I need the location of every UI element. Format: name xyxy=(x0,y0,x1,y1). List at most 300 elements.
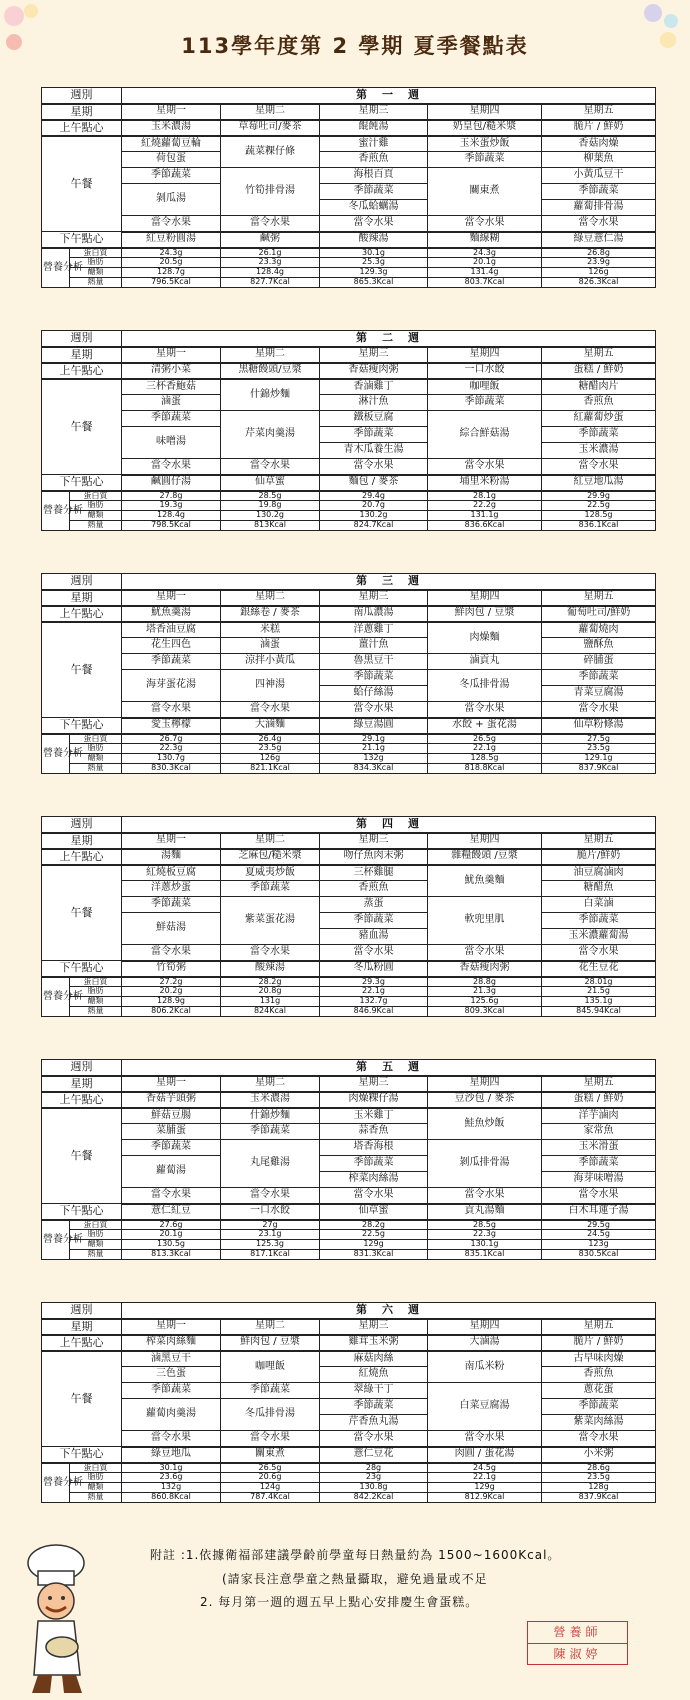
lunch-item: 芹香魚丸湯 xyxy=(320,1415,428,1431)
lunch-item: 香煎魚 xyxy=(320,881,428,897)
lunch-item: 玉米濃蘿蔔湯 xyxy=(542,929,656,945)
calorie-value: 831.3Kcal xyxy=(320,1250,428,1260)
lunch-item: 剝瓜湯 xyxy=(122,184,221,216)
am-snack-item: 餛飩湯 xyxy=(320,120,428,136)
am-snack-item: 清粥小菜 xyxy=(122,363,221,379)
lunch-item: 季節蔬菜 xyxy=(320,1156,428,1172)
stamp-name: 陳淑婷 xyxy=(528,1643,627,1664)
pm-snack-item: 花生豆花 xyxy=(542,961,656,977)
calorie-label: 熱量 xyxy=(70,764,122,774)
calorie-value: 824Kcal xyxy=(221,1007,320,1017)
carb-value: 128.7g xyxy=(122,268,221,278)
am-snack-item: 雞茸玉米粥 xyxy=(320,1335,428,1351)
fat-value: 23.1g xyxy=(221,1230,320,1240)
lunch-fruit: 當令水果 xyxy=(542,945,656,961)
calorie-value: 846.9Kcal xyxy=(320,1007,428,1017)
carb-value: 125.3g xyxy=(221,1240,320,1250)
lunch-item: 剝瓜排骨湯 xyxy=(428,1140,542,1188)
fat-value: 25.3g xyxy=(320,258,428,268)
am-snack-item: 一口水餃 xyxy=(428,363,542,379)
nutrition-label: 營養分析 xyxy=(42,491,70,531)
decor-bubble xyxy=(644,4,662,22)
pm-snack-item: 仙草蜜 xyxy=(320,1204,428,1220)
day-header: 星期五 xyxy=(542,1319,656,1335)
lunch-item: 鹽酥魚 xyxy=(542,638,656,654)
lunch-item: 紫菜肉絲湯 xyxy=(542,1415,656,1431)
lunch-item: 海芽蛋花湯 xyxy=(122,670,221,702)
am-snack-label: 上午點心 xyxy=(42,1335,122,1351)
lunch-fruit: 當令水果 xyxy=(542,216,656,232)
lunch-item: 三杯香鮑菇 xyxy=(122,379,221,395)
am-snack-item: 豆沙包 / 麥茶 xyxy=(428,1092,542,1108)
pm-snack-item: 一口水餃 xyxy=(221,1204,320,1220)
lunch-fruit: 當令水果 xyxy=(428,702,542,718)
am-snack-label: 上午點心 xyxy=(42,849,122,865)
fat-value: 20.6g xyxy=(221,1473,320,1483)
am-snack-label: 上午點心 xyxy=(42,606,122,622)
fat-value: 23.3g xyxy=(221,258,320,268)
pm-snack-item: 水餃 + 蛋花湯 xyxy=(428,718,542,734)
lunch-item: 紅燒蘿蔔豆輪 xyxy=(122,136,221,152)
protein-value: 27.5g xyxy=(542,734,656,744)
lunch-item: 夏威夷炒飯 xyxy=(221,865,320,881)
am-snack-item: 南瓜濃湯 xyxy=(320,606,428,622)
fat-label: 脂肪 xyxy=(70,987,122,997)
am-snack-item: 雜糧饅頭 /豆漿 xyxy=(428,849,542,865)
pm-snack-item: 薏仁紅豆 xyxy=(122,1204,221,1220)
lunch-item: 季節蔬菜 xyxy=(428,395,542,411)
decor-bubble xyxy=(664,14,678,28)
pm-snack-item: 鹹粥 xyxy=(221,232,320,248)
protein-value: 24.3g xyxy=(428,248,542,258)
week-name: 第 五 週 xyxy=(122,1060,656,1076)
lunch-item: 滷貢丸 xyxy=(428,654,542,670)
lunch-item: 蘿蔔排骨湯 xyxy=(542,200,656,216)
lunch-item: 小黃瓜豆干 xyxy=(542,168,656,184)
lunch-item: 季節蔬菜 xyxy=(428,152,542,168)
day-header: 星期四 xyxy=(428,104,542,120)
lunch-item: 季節蔬菜 xyxy=(122,897,221,913)
lunch-item: 魷魚羹麵 xyxy=(428,865,542,897)
week-label: 週別 xyxy=(42,817,122,833)
fat-value: 23.9g xyxy=(542,258,656,268)
lunch-fruit: 當令水果 xyxy=(428,1188,542,1204)
note-line-1: 附註 :1.依據衛福部建議學齡前學童每日熱量約為 1500~1600Kcal。 xyxy=(150,1548,561,1562)
nutrition-label: 營養分析 xyxy=(42,734,70,774)
lunch-item: 季節蔬菜 xyxy=(542,670,656,686)
fat-value: 22.5g xyxy=(542,501,656,511)
lunch-item: 涼拌小黃瓜 xyxy=(221,654,320,670)
lunch-item: 季節蔬菜 xyxy=(320,913,428,929)
carb-value: 130.7g xyxy=(122,754,221,764)
carb-value: 130.1g xyxy=(428,1240,542,1250)
lunch-fruit: 當令水果 xyxy=(428,1431,542,1447)
day-label: 星期 xyxy=(42,833,122,849)
pm-snack-item: 肉圓 / 蛋花湯 xyxy=(428,1447,542,1463)
calorie-value: 836.6Kcal xyxy=(428,521,542,531)
fat-value: 22.2g xyxy=(428,501,542,511)
carb-label: 醣類 xyxy=(70,511,122,521)
carb-value: 128g xyxy=(542,1483,656,1493)
lunch-item: 季節蔬菜 xyxy=(122,1140,221,1156)
carb-value: 128.9g xyxy=(122,997,221,1007)
protein-value: 28.5g xyxy=(428,1220,542,1230)
fat-value: 22.1g xyxy=(428,1473,542,1483)
lunch-item: 三色蛋 xyxy=(122,1367,221,1383)
week-table xyxy=(41,87,656,288)
day-header: 星期三 xyxy=(320,1076,428,1092)
lunch-item: 季節蔬菜 xyxy=(122,168,221,184)
protein-value: 26.5g xyxy=(428,734,542,744)
pm-snack-item: 酸辣湯 xyxy=(320,232,428,248)
pm-snack-item: 仙草蜜 xyxy=(221,475,320,491)
calorie-value: 809.3Kcal xyxy=(428,1007,542,1017)
carb-value: 124g xyxy=(221,1483,320,1493)
day-header: 星期三 xyxy=(320,347,428,363)
protein-value: 26.4g xyxy=(221,734,320,744)
fat-value: 23g xyxy=(320,1473,428,1483)
carb-value: 130.2g xyxy=(221,511,320,521)
calorie-value: 837.9Kcal xyxy=(542,764,656,774)
calorie-value: 830.3Kcal xyxy=(122,764,221,774)
pm-snack-item: 麵線糊 xyxy=(428,232,542,248)
lunch-item: 紅燒魚 xyxy=(320,1367,428,1383)
day-label: 星期 xyxy=(42,104,122,120)
lunch-item: 家常魚 xyxy=(542,1124,656,1140)
day-header: 星期一 xyxy=(122,347,221,363)
day-header: 星期三 xyxy=(320,1319,428,1335)
lunch-item: 薑汁魚 xyxy=(320,638,428,654)
calorie-value: 787.4Kcal xyxy=(221,1493,320,1503)
week-table xyxy=(41,816,656,1017)
carb-value: 130.5g xyxy=(122,1240,221,1250)
pm-snack-item: 紅豆地瓜湯 xyxy=(542,475,656,491)
am-snack-item: 脆片 / 鮮奶 xyxy=(542,1335,656,1351)
lunch-item: 碎脯蛋 xyxy=(542,654,656,670)
lunch-item: 塔香油豆腐 xyxy=(122,622,221,638)
protein-value: 28.6g xyxy=(542,1463,656,1473)
fat-label: 脂肪 xyxy=(70,501,122,511)
am-snack-item: 黑糖饅頭/豆漿 xyxy=(221,363,320,379)
lunch-item: 蘿蔔湯 xyxy=(122,1156,221,1188)
lunch-item: 香煎魚 xyxy=(542,1367,656,1383)
day-header: 星期一 xyxy=(122,104,221,120)
day-header: 星期一 xyxy=(122,1076,221,1092)
lunch-label: 午餐 xyxy=(42,865,122,961)
calorie-label: 熱量 xyxy=(70,1493,122,1503)
protein-value: 28.1g xyxy=(428,491,542,501)
calorie-value: 837.9Kcal xyxy=(542,1493,656,1503)
calorie-value: 842.2Kcal xyxy=(320,1493,428,1503)
lunch-fruit: 當令水果 xyxy=(122,702,221,718)
pm-snack-item: 竹筍粥 xyxy=(122,961,221,977)
lunch-fruit: 當令水果 xyxy=(320,702,428,718)
carb-label: 醣類 xyxy=(70,997,122,1007)
protein-value: 28.2g xyxy=(320,1220,428,1230)
pm-snack-item: 仙草粉條湯 xyxy=(542,718,656,734)
lunch-item: 季節蔬菜 xyxy=(542,1156,656,1172)
lunch-fruit: 當令水果 xyxy=(221,945,320,961)
calorie-value: 826.3Kcal xyxy=(542,278,656,288)
lunch-item: 蘿蔔燒肉 xyxy=(542,622,656,638)
lunch-fruit: 當令水果 xyxy=(221,1431,320,1447)
note-line-2: (請家長注意學童之熱量攝取，避免過量或不足 xyxy=(222,1572,488,1586)
am-snack-item: 吻仔魚肉末粥 xyxy=(320,849,428,865)
lunch-fruit: 當令水果 xyxy=(122,1431,221,1447)
fat-value: 21.5g xyxy=(542,987,656,997)
lunch-item: 鐵板豆腐 xyxy=(320,411,428,427)
calorie-value: 821.1Kcal xyxy=(221,764,320,774)
protein-value: 29.1g xyxy=(320,734,428,744)
day-header: 星期四 xyxy=(428,833,542,849)
day-header: 星期一 xyxy=(122,833,221,849)
lunch-item: 麻菇肉絲 xyxy=(320,1351,428,1367)
am-snack-item: 香菇瘦肉粥 xyxy=(320,363,428,379)
lunch-item: 蒸蛋 xyxy=(320,897,428,913)
lunch-item: 季節蔬菜 xyxy=(320,670,428,686)
am-snack-item: 肉燥粿仔湯 xyxy=(320,1092,428,1108)
nutrition-label: 營養分析 xyxy=(42,1463,70,1503)
pm-snack-item: 麵包 / 麥茶 xyxy=(320,475,428,491)
protein-value: 27.2g xyxy=(122,977,221,987)
carb-value: 128.4g xyxy=(221,268,320,278)
lunch-fruit: 當令水果 xyxy=(428,216,542,232)
pm-snack-item: 大滷麵 xyxy=(221,718,320,734)
calorie-value: 813.3Kcal xyxy=(122,1250,221,1260)
nutrition-label: 營養分析 xyxy=(42,977,70,1017)
week-table xyxy=(41,1059,656,1260)
pm-snack-item: 酸辣湯 xyxy=(221,961,320,977)
protein-label: 蛋白質 xyxy=(70,248,122,258)
carb-label: 醣類 xyxy=(70,754,122,764)
pm-snack-item: 鹹圓仔湯 xyxy=(122,475,221,491)
carb-value: 132g xyxy=(320,754,428,764)
protein-value: 28g xyxy=(320,1463,428,1473)
carb-value: 126g xyxy=(542,268,656,278)
protein-value: 26.8g xyxy=(542,248,656,258)
lunch-item: 三杯雞腿 xyxy=(320,865,428,881)
am-snack-item: 脆片/鮮奶 xyxy=(542,849,656,865)
calorie-value: 818.8Kcal xyxy=(428,764,542,774)
lunch-item: 滷蛋 xyxy=(122,395,221,411)
lunch-item: 青菜豆腐湯 xyxy=(542,686,656,702)
carb-value: 125.6g xyxy=(428,997,542,1007)
week-table xyxy=(41,573,656,774)
day-label: 星期 xyxy=(42,1076,122,1092)
am-snack-item: 鮮肉包 / 豆漿 xyxy=(221,1335,320,1351)
protein-value: 26.7g xyxy=(122,734,221,744)
carb-value: 128.5g xyxy=(542,511,656,521)
calorie-label: 熱量 xyxy=(70,278,122,288)
lunch-item: 紫菜蛋花湯 xyxy=(221,897,320,945)
protein-value: 29.5g xyxy=(542,1220,656,1230)
day-header: 星期二 xyxy=(221,1076,320,1092)
lunch-item: 南瓜米粉 xyxy=(428,1351,542,1383)
lunch-item: 冬瓜排骨湯 xyxy=(221,1399,320,1431)
lunch-item: 蒜香魚 xyxy=(320,1124,428,1140)
calorie-value: 827.7Kcal xyxy=(221,278,320,288)
lunch-fruit: 當令水果 xyxy=(542,702,656,718)
am-snack-item: 玉米濃湯 xyxy=(122,120,221,136)
lunch-fruit: 當令水果 xyxy=(221,459,320,475)
decor-bubble xyxy=(24,4,38,18)
lunch-item: 季節蔬菜 xyxy=(320,184,428,200)
pm-snack-item: 白木耳蓮子湯 xyxy=(542,1204,656,1220)
page-title: 113學年度第 2 學期 夏季餐點表 xyxy=(181,34,529,58)
fat-value: 22.5g xyxy=(320,1230,428,1240)
pm-snack-item: 埔里米粉湯 xyxy=(428,475,542,491)
carb-value: 128.4g xyxy=(122,511,221,521)
nutrition-label: 營養分析 xyxy=(42,248,70,288)
fat-value: 20.8g xyxy=(221,987,320,997)
protein-label: 蛋白質 xyxy=(70,977,122,987)
am-snack-item: 蛋糕 / 鮮奶 xyxy=(542,1092,656,1108)
calorie-value: 803.7Kcal xyxy=(428,278,542,288)
day-label: 星期 xyxy=(42,590,122,606)
lunch-fruit: 當令水果 xyxy=(122,1188,221,1204)
carb-label: 醣類 xyxy=(70,1483,122,1493)
am-snack-label: 上午點心 xyxy=(42,120,122,136)
week-label: 週別 xyxy=(42,1060,122,1076)
protein-value: 30.1g xyxy=(320,248,428,258)
pm-snack-item: 貢丸湯麵 xyxy=(428,1204,542,1220)
day-header: 星期三 xyxy=(320,590,428,606)
lunch-item: 榨菜肉絲湯 xyxy=(320,1172,428,1188)
lunch-item: 菜脯蛋 xyxy=(122,1124,221,1140)
lunch-item: 季節蔬菜 xyxy=(542,184,656,200)
lunch-item: 玉米雞丁 xyxy=(320,1108,428,1124)
lunch-item: 糖醋肉片 xyxy=(542,379,656,395)
lunch-item: 季節蔬菜 xyxy=(221,1124,320,1140)
protein-value: 29.4g xyxy=(320,491,428,501)
fat-value: 22.1g xyxy=(428,744,542,754)
protein-value: 28.5g xyxy=(221,491,320,501)
protein-value: 30.1g xyxy=(122,1463,221,1473)
calorie-value: 796.5Kcal xyxy=(122,278,221,288)
pm-snack-label: 下午點心 xyxy=(42,475,122,491)
lunch-label: 午餐 xyxy=(42,622,122,718)
lunch-item: 香煎魚 xyxy=(320,152,428,168)
fat-value: 20.1g xyxy=(122,1230,221,1240)
lunch-item: 油豆腐滷肉 xyxy=(542,865,656,881)
am-snack-item: 蛋糕 / 鮮奶 xyxy=(542,363,656,379)
fat-value: 20.7g xyxy=(320,501,428,511)
lunch-item: 鮮菇豆腸 xyxy=(122,1108,221,1124)
lunch-item: 滷蛋 xyxy=(221,638,320,654)
lunch-item: 季節蔬菜 xyxy=(542,913,656,929)
protein-value: 26.5g xyxy=(221,1463,320,1473)
calorie-value: 812.9Kcal xyxy=(428,1493,542,1503)
lunch-item: 魯黑豆干 xyxy=(320,654,428,670)
decor-bubble xyxy=(6,34,22,50)
day-header: 星期二 xyxy=(221,1319,320,1335)
lunch-item: 蔬菜粿仔條 xyxy=(221,136,320,168)
fat-value: 21.1g xyxy=(320,744,428,754)
week-label: 週別 xyxy=(42,1303,122,1319)
lunch-label: 午餐 xyxy=(42,1351,122,1447)
carb-value: 126g xyxy=(221,754,320,764)
calorie-value: 798.5Kcal xyxy=(122,521,221,531)
protein-value: 27.6g xyxy=(122,1220,221,1230)
lunch-item: 季節蔬菜 xyxy=(221,881,320,897)
carb-value: 135.1g xyxy=(542,997,656,1007)
lunch-item: 青木瓜養生湯 xyxy=(320,443,428,459)
chef-illustration xyxy=(8,1535,128,1695)
carb-value: 131.1g xyxy=(428,511,542,521)
lunch-item: 白菜滷 xyxy=(542,897,656,913)
lunch-fruit: 當令水果 xyxy=(320,1188,428,1204)
lunch-item: 咖哩飯 xyxy=(428,379,542,395)
carb-value: 123g xyxy=(542,1240,656,1250)
fat-value: 20.2g xyxy=(122,987,221,997)
lunch-fruit: 當令水果 xyxy=(428,945,542,961)
day-header: 星期五 xyxy=(542,590,656,606)
day-header: 星期五 xyxy=(542,833,656,849)
day-header: 星期五 xyxy=(542,347,656,363)
day-header: 星期四 xyxy=(428,1319,542,1335)
carb-value: 130.2g xyxy=(320,511,428,521)
pm-snack-label: 下午點心 xyxy=(42,1204,122,1220)
week-table xyxy=(41,330,656,531)
day-header: 星期一 xyxy=(122,590,221,606)
carb-value: 129.1g xyxy=(542,754,656,764)
pm-snack-item: 愛玉檸檬 xyxy=(122,718,221,734)
protein-value: 29.3g xyxy=(320,977,428,987)
am-snack-item: 魷魚羹湯 xyxy=(122,606,221,622)
protein-label: 蛋白質 xyxy=(70,1220,122,1230)
fat-value: 21.3g xyxy=(428,987,542,997)
carb-value: 131.4g xyxy=(428,268,542,278)
week-name: 第 一 週 xyxy=(122,88,656,104)
calorie-value: 860.8Kcal xyxy=(122,1493,221,1503)
fat-label: 脂肪 xyxy=(70,258,122,268)
lunch-item: 丸尾雞湯 xyxy=(221,1140,320,1188)
lunch-item: 海芽味噌湯 xyxy=(542,1172,656,1188)
lunch-fruit: 當令水果 xyxy=(221,1188,320,1204)
carb-value: 129g xyxy=(428,1483,542,1493)
lunch-item: 軟兜里肌 xyxy=(428,897,542,945)
lunch-item: 紅燒板豆腐 xyxy=(122,865,221,881)
am-snack-item: 銀絲卷 / 麥茶 xyxy=(221,606,320,622)
day-header: 星期一 xyxy=(122,1319,221,1335)
day-header: 星期五 xyxy=(542,1076,656,1092)
pm-snack-label: 下午點心 xyxy=(42,961,122,977)
am-snack-item: 草莓吐司/麥茶 xyxy=(221,120,320,136)
protein-value: 24.5g xyxy=(428,1463,542,1473)
lunch-item: 豬血湯 xyxy=(320,929,428,945)
lunch-item: 季節蔬菜 xyxy=(320,427,428,443)
lunch-item: 淋汁魚 xyxy=(320,395,428,411)
nutrition-label: 營養分析 xyxy=(42,1220,70,1260)
calorie-label: 熱量 xyxy=(70,1250,122,1260)
lunch-fruit: 當令水果 xyxy=(542,1188,656,1204)
lunch-item: 冬瓜排骨湯 xyxy=(428,670,542,702)
lunch-item: 玉米滑蛋 xyxy=(542,1140,656,1156)
day-header: 星期二 xyxy=(221,833,320,849)
day-header: 星期二 xyxy=(221,590,320,606)
lunch-item: 季節蔬菜 xyxy=(122,1383,221,1399)
pm-snack-item: 關東煮 xyxy=(221,1447,320,1463)
calorie-value: 817.1Kcal xyxy=(221,1250,320,1260)
fat-value: 23.5g xyxy=(542,1473,656,1483)
lunch-fruit: 當令水果 xyxy=(122,216,221,232)
lunch-item: 香煎魚 xyxy=(542,395,656,411)
fat-value: 24.5g xyxy=(542,1230,656,1240)
day-header: 星期四 xyxy=(428,590,542,606)
lunch-item: 鮭魚炒飯 xyxy=(428,1108,542,1140)
lunch-item: 季節蔬菜 xyxy=(122,411,221,427)
lunch-item: 四神湯 xyxy=(221,670,320,702)
